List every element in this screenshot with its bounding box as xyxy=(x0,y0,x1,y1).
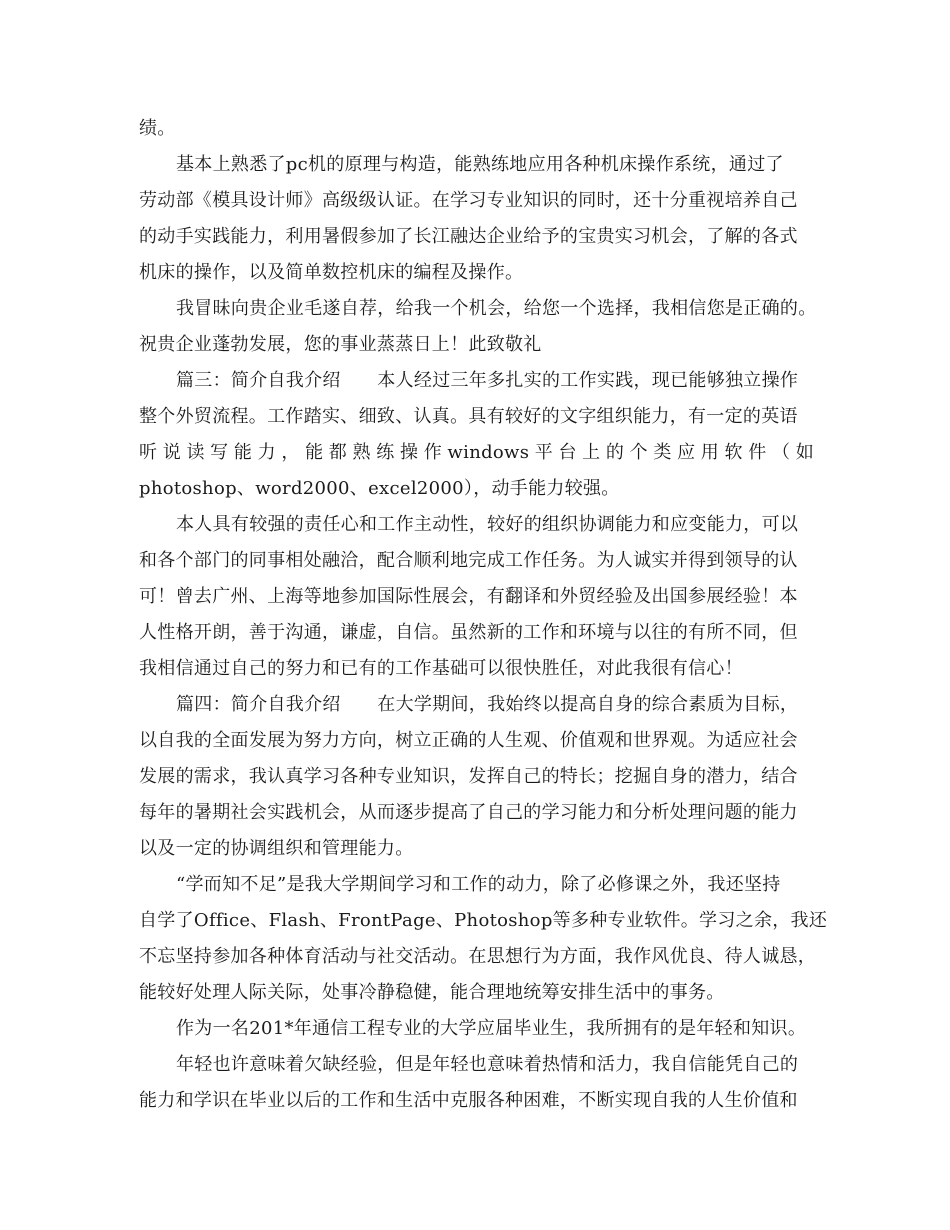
text-line: 不忘坚持参加各种体育活动与社交活动。在思想行为方面，我作风优良、待人诚恳， xyxy=(139,946,817,967)
text-line: 机床的操作，以及简单数控机床的编程及操作。 xyxy=(139,262,524,283)
text-line: 以自我的全面发展为努力方向，树立正确的人生观、价值观和世界观。为适应社会 xyxy=(139,730,798,751)
text-line: photoshop、word2000、excel2000），动手能力较强。 xyxy=(139,478,620,499)
text-line: 祝贵企业蓬勃发展，您的事业蒸蒸日上！此致敬礼 xyxy=(139,334,542,355)
text-line: 以及一定的协调组织和管理能力。 xyxy=(139,838,414,859)
text-line: 本人具有较强的责任心和工作主动性，较好的组织协调能力和应变能力，可以 xyxy=(176,514,799,535)
text-line: 可！曾去广州、上海等地参加国际性展会，有翻译和外贸经验及出国参展经验！本 xyxy=(139,586,798,607)
text-line: 整个外贸流程。工作踏实、细致、认真。具有较好的文字组织能力，有一定的英语 xyxy=(139,406,798,427)
section-heading-line: 篇三：简介自我介绍 本人经过三年多扎实的工作实践，现已能够独立操作 xyxy=(176,370,799,391)
section-heading-line: 篇四：简介自我介绍 在大学期间，我始终以提高自身的综合素质为目标， xyxy=(176,694,799,715)
text-line: 每年的暑期社会实践机会，从而逐步提高了自己的学习能力和分析处理问题的能力 xyxy=(139,802,798,823)
text-line: 自学了Office、Flash、FrontPage、Photoshop等多种专业软件。学习之余，我还 xyxy=(139,910,828,931)
text-line: 年轻也许意味着欠缺经验，但是年轻也意味着热情和活力，我自信能凭自己的 xyxy=(176,1054,799,1075)
text-line: 人性格开朗，善于沟通，谦虚，自信。虽然新的工作和环境与以往的有所不同，但 xyxy=(139,622,798,643)
text-line: 我冒昧向贵企业毛遂自荐，给我一个机会，给您一个选择，我相信您是正确的。 xyxy=(176,298,817,319)
text-line: 基本上熟悉了pc机的原理与构造，能熟练地应用各种机床操作系统，通过了 xyxy=(176,154,784,175)
text-line: 听说读写能力，能都熟练操作windows平台上的个类应用软件（如 xyxy=(139,442,814,463)
text-line: 能较好处理人际关际，处事冷静稳健，能合理地统筹安排生活中的事务。 xyxy=(139,982,725,1003)
text-line: 劳动部《模具设计师》高级级认证。在学习专业知识的同时，还十分重视培养自己 xyxy=(139,190,798,211)
text-line: 我相信通过自己的努力和已有的工作基础可以很快胜任，对此我很有信心！ xyxy=(139,658,743,679)
text-line: 和各个部门的同事相处融洽，配合顺利地完成工作任务。为人诚实并得到领导的认 xyxy=(139,550,798,571)
text-line: 作为一名201*年通信工程专业的大学应届毕业生，我所拥有的是年轻和知识。 xyxy=(176,1018,807,1039)
text-line: 能力和学识在毕业以后的工作和生活中克服各种困难，不断实现自我的人生价值和 xyxy=(139,1090,798,1111)
text-line: 绩。 xyxy=(139,118,176,139)
text-line: 发展的需求，我认真学习各种专业知识，发挥自己的特长；挖掘自身的潜力，结合 xyxy=(139,766,798,787)
text-line: 的动手实践能力，利用暑假参加了长江融达企业给予的宝贵实习机会，了解的各式 xyxy=(139,226,798,247)
text-line: “学而知不足”是我大学期间学习和工作的动力，除了必修课之外，我还坚持 xyxy=(176,874,781,895)
